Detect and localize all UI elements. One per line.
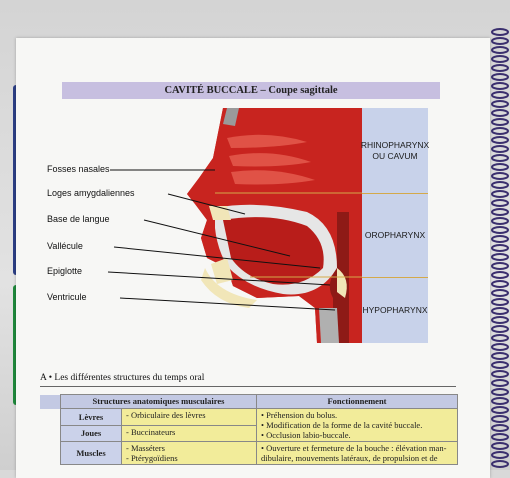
header-structures: Structures anatomiques musculaires: [61, 395, 257, 409]
row-name: Lèvres: [61, 409, 122, 426]
section-title: A • Les différentes structures du temps oral: [40, 373, 205, 383]
region-oropharynx: OROPHARYNX: [362, 193, 428, 277]
label-loges-amygdaliennes: Loges amygdaliennes: [47, 188, 135, 198]
table-header-row: [40, 395, 458, 409]
header-function: Fonctionnement: [257, 395, 458, 409]
label-ventricule: Ventricule: [47, 292, 87, 302]
table-row: [40, 409, 458, 426]
label-fosses-nasales: Fosses nasales: [47, 164, 110, 174]
row-structure: - Buccinateurs: [122, 425, 257, 442]
row-structure: - Orbiculaire des lèvres: [122, 409, 257, 426]
label-epiglotte: Epiglotte: [47, 266, 83, 276]
table-row: [40, 442, 458, 465]
oral-structures-table: [40, 394, 458, 465]
region-rhinopharynx: RHINOPHARYNX OU CAVUM: [362, 108, 428, 193]
row-name: Muscles: [61, 442, 122, 465]
row-name: Joues: [61, 425, 122, 442]
region-hypopharynx: HYPOPHARYNX: [362, 277, 428, 343]
page-title: CAVITÉ BUCCALE – Coupe sagittale: [62, 82, 440, 99]
section-rule: [40, 386, 456, 387]
row-structure: - Masséters - Ptérygoïdiens: [122, 442, 257, 465]
label-base-de-langue: Base de langue: [47, 214, 110, 224]
row-function: • Préhension du bolus. • Modification de la forme de la cavité buccale. • Occlusion labio-buccale.: [257, 409, 458, 442]
row-function: • Ouverture et fermeture de la bouche : élévation man- dibulaire, mouvements latéraux, de propulsion et de: [257, 442, 458, 465]
label-vallecule: Vallécule: [47, 241, 83, 251]
